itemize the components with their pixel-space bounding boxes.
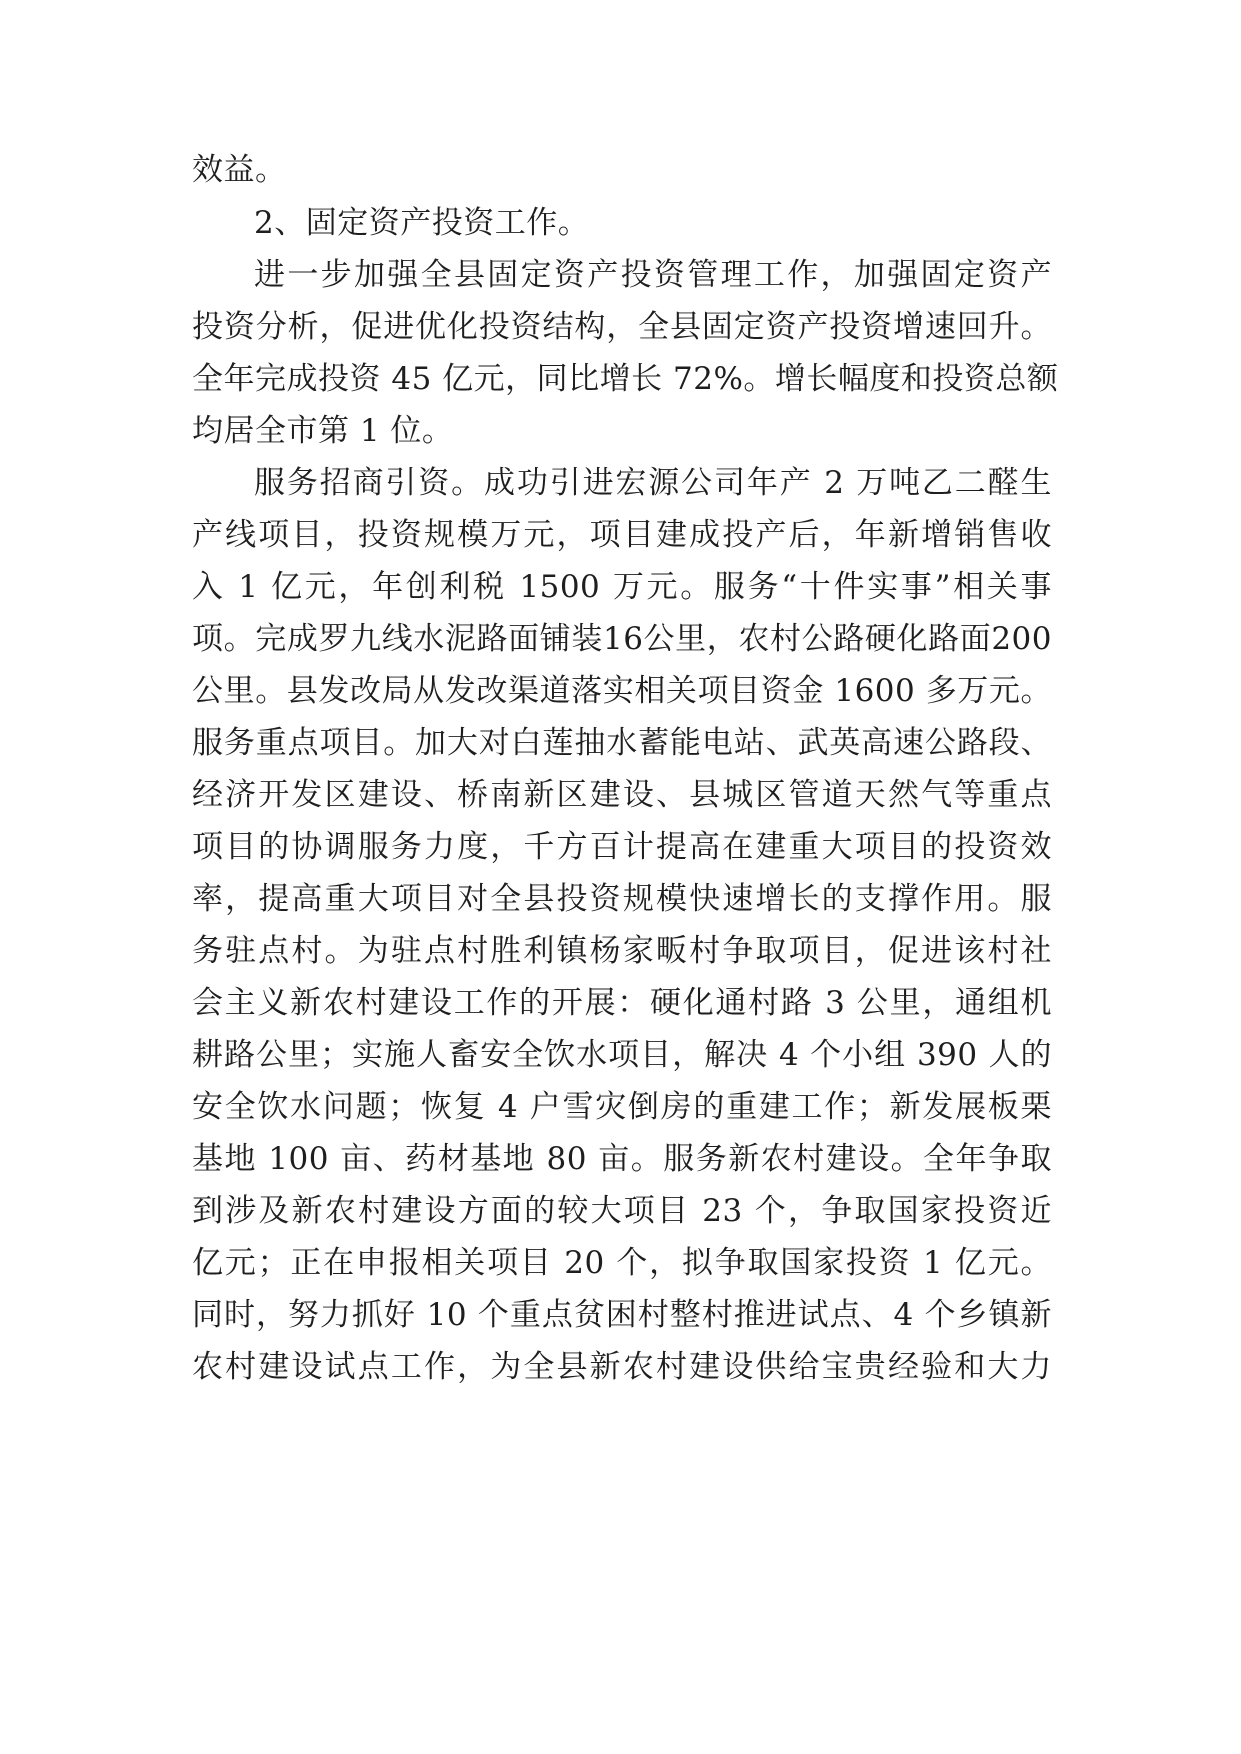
text-line: 服务招商引资。成功引进宏源公司年产 2 万吨乙二醛生 [254,465,1052,501]
text-line: 同时，努力抓好 10 个重点贫困村整村推进试点、4 个乡镇新 [192,1297,1052,1333]
text-line: 务驻点村。为驻点村胜利镇杨家畈村争取项目，促进该村社 [192,933,1052,969]
text-line: 项目的协调服务力度，千方百计提高在建重大项目的投资效 [192,829,1052,865]
text-line: 耕路公里；实施人畜安全饮水项目，解决 4 个小组 390 人的 [192,1037,1052,1073]
text-line: 全年完成投资 45 亿元，同比增长 72%。增长幅度和投资总额 [192,361,1059,397]
text-line: 效益。 [192,152,287,188]
text-line: 基地 100 亩、药材基地 80 亩。服务新农村建设。全年争取 [192,1141,1052,1177]
text-line: 公里。县发改局从发改渠道落实相关项目资金 1600 多万元。 [192,673,1052,709]
text-line: 产线项目，投资规模万元，项目建成投产后，年新增销售收 [192,517,1052,553]
text-line: 率，提高重大项目对全县投资规模快速增长的支撑作用。服 [192,881,1052,917]
text-line: 安全饮水问题；恢复 4 户雪灾倒房的重建工作；新发展板栗 [192,1089,1052,1125]
text-line: 均居全市第 1 位。 [192,413,454,449]
text-line: 入 1 亿元，年创利税 1500 万元。服务“十件实事”相关事 [192,569,1052,605]
text-line: 项。完成罗九线水泥路面铺装16公里，农村公路硬化路面200 [192,621,1052,657]
text-line: 服务重点项目。加大对白莲抽水蓄能电站、武英高速公路段、 [192,725,1052,761]
text-line: 经济开发区建设、桥南新区建设、县城区管道天然气等重点 [192,777,1052,813]
text-line: 投资分析，促进优化投资结构，全县固定资产投资增速回升。 [192,309,1052,345]
text-line: 农村建设试点工作，为全县新农村建设供给宝贵经验和大力 [192,1349,1052,1385]
text-line: 到涉及新农村建设方面的较大项目 23 个，争取国家投资近 [192,1193,1052,1229]
text-line: 亿元；正在申报相关项目 20 个，拟争取国家投资 1 亿元。 [192,1245,1052,1281]
text-line: 会主义新农村建设工作的开展：硬化通村路 3 公里，通组机 [192,985,1052,1021]
section-heading: 2、固定资产投资工作。 [254,205,590,241]
text-line: 进一步加强全县固定资产投资管理工作，加强固定资产 [254,257,1052,293]
